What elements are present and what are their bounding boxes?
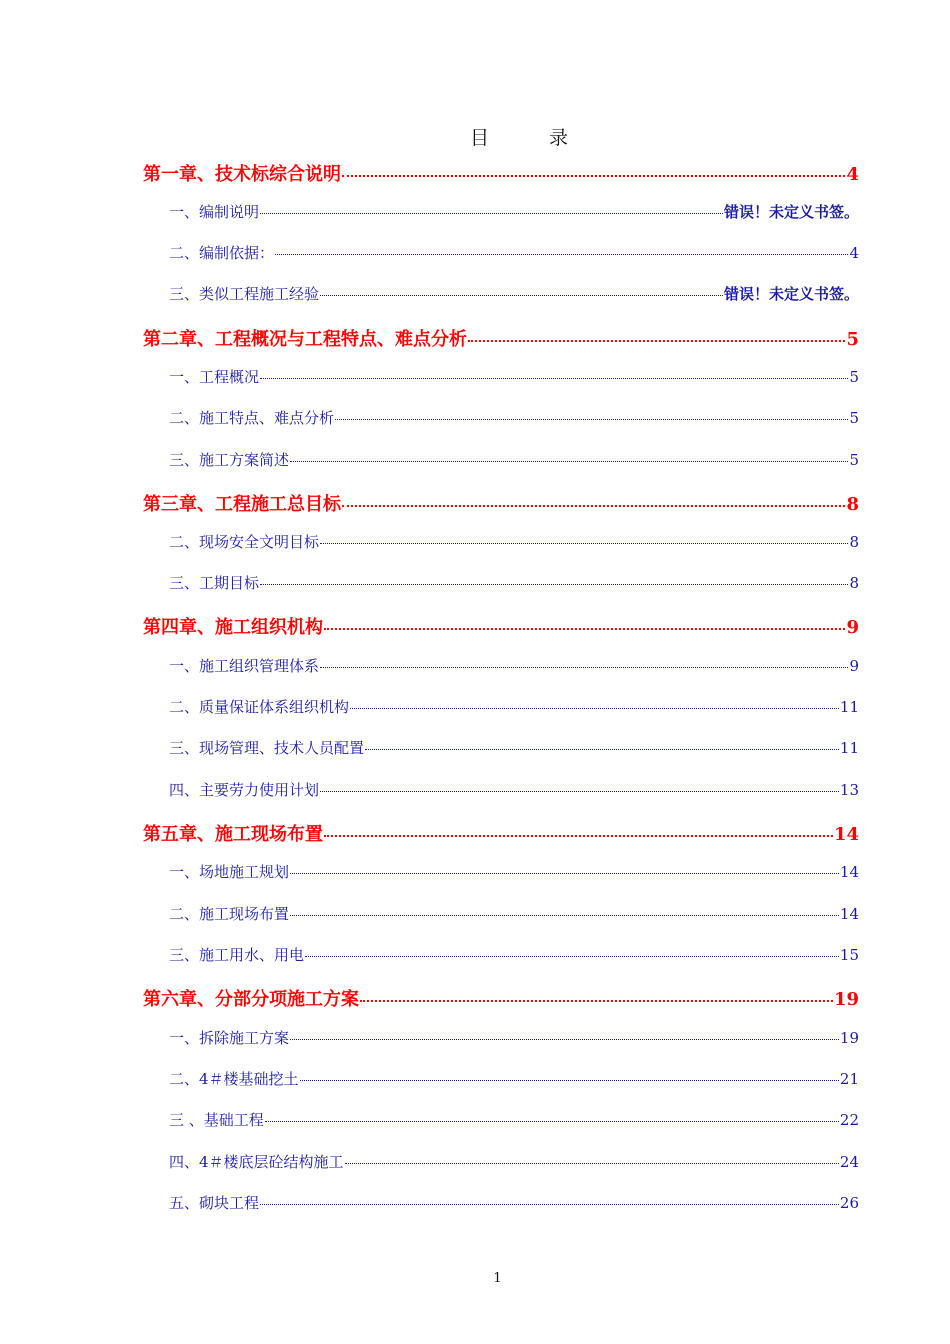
- toc-entry-page-number: 22: [839, 1111, 859, 1129]
- toc-entry-label: 三、工期目标: [169, 574, 260, 592]
- dot-leader: [360, 1000, 833, 1002]
- toc-entry-page-number: 9: [849, 657, 859, 675]
- toc-section-entry[interactable]: [169, 696, 859, 717]
- toc-entry-label: 二、施工现场布置: [169, 905, 290, 923]
- toc-section-entry[interactable]: [169, 242, 859, 263]
- toc-entry-page-number: 8: [849, 533, 859, 551]
- toc-entry-label: 四、主要劳力使用计划: [169, 781, 320, 799]
- dot-leader: [468, 340, 845, 342]
- dot-leader: [324, 628, 845, 630]
- toc-entry-page-number: 14: [839, 905, 859, 923]
- toc-section-entry[interactable]: [169, 944, 859, 965]
- toc-section-entry[interactable]: [169, 201, 859, 222]
- page-number: 1: [493, 1271, 502, 1286]
- toc-entry-label: 二、编制依据：: [169, 244, 275, 262]
- toc-entry-label: 一、拆除施工方案: [169, 1029, 290, 1047]
- toc-section-entry[interactable]: [169, 283, 859, 304]
- toc-entry-label: 一、工程概况: [169, 368, 260, 386]
- toc-entry-label: 第二章、工程概况与工程特点、难点分析: [143, 329, 467, 350]
- toc-entry-page-number: 4: [846, 164, 859, 185]
- toc-entry-page-number: 26: [839, 1194, 859, 1212]
- toc-section-entry[interactable]: [169, 407, 859, 428]
- toc-section-entry[interactable]: [169, 366, 859, 387]
- dot-leader: [324, 835, 833, 837]
- toc-section-entry[interactable]: [169, 779, 859, 800]
- toc-entry-label: 第六章、分部分项施工方案: [143, 989, 359, 1010]
- dot-leader: [320, 295, 723, 296]
- dot-leader: [290, 461, 848, 462]
- toc-entry-page-number: 11: [839, 698, 859, 716]
- dot-leader: [335, 419, 848, 420]
- dot-leader: [365, 749, 839, 750]
- toc-entry-page-number: 19: [839, 1029, 859, 1047]
- toc-section-entry[interactable]: [169, 861, 859, 882]
- toc-entry-page-number: 8: [846, 494, 859, 515]
- toc-entry-label: 三 、基础工程: [169, 1111, 264, 1129]
- dot-leader: [320, 791, 839, 792]
- dot-leader: [342, 505, 845, 507]
- toc-entry-label: 三、施工用水、用电: [169, 946, 305, 964]
- toc-entry-label: 三、施工方案简述: [169, 451, 290, 469]
- dot-leader: [290, 873, 839, 874]
- toc-entry-label: 五、砌块工程: [169, 1194, 260, 1212]
- dot-leader: [320, 543, 848, 544]
- toc-entry-label: 第四章、施工组织机构: [143, 617, 323, 638]
- toc-section-entry[interactable]: [169, 449, 859, 470]
- dot-leader: [260, 584, 848, 585]
- toc-entry-page-number: 9: [846, 617, 859, 638]
- toc-entry-label: 二、现场安全文明目标: [169, 533, 320, 551]
- toc-entry-label: 三、类似工程施工经验: [169, 285, 320, 303]
- dot-leader: [265, 1121, 839, 1122]
- toc-entry-label: 第三章、工程施工总目标: [143, 494, 341, 515]
- toc-entry-error-text: 错误！未定义书签。: [723, 285, 859, 303]
- toc-chapter-entry[interactable]: [143, 820, 859, 846]
- toc-entry-page-number: 21: [839, 1070, 859, 1088]
- toc-entry-error-text: 错误！未定义书签。: [723, 203, 859, 221]
- toc-entry-label: 一、编制说明: [169, 203, 260, 221]
- toc-entry-page-number: 4: [849, 244, 859, 262]
- toc-section-entry[interactable]: [169, 1068, 859, 1089]
- toc-entry-label: 二、质量保证体系组织机构: [169, 698, 350, 716]
- toc-title: [0, 123, 950, 150]
- toc-entry-page-number: 5: [846, 329, 859, 350]
- toc-entry-label: 二、施工特点、难点分析: [169, 409, 335, 427]
- dot-leader: [290, 1039, 839, 1040]
- toc-chapter-entry[interactable]: [143, 325, 859, 351]
- toc-entry-page-number: 8: [849, 574, 859, 592]
- toc-entry-page-number: 14: [833, 824, 859, 845]
- toc-entry-label: 二、4＃楼基础挖土: [169, 1070, 299, 1088]
- toc-entry-page-number: 19: [833, 989, 859, 1010]
- toc-section-entry[interactable]: [169, 737, 859, 758]
- dot-leader: [290, 915, 839, 916]
- toc-section-entry[interactable]: [169, 1027, 859, 1048]
- dot-leader: [320, 667, 848, 668]
- toc-entry-page-number: 24: [839, 1153, 859, 1171]
- toc-entry-page-number: 13: [839, 781, 859, 799]
- dot-leader: [260, 378, 848, 379]
- toc-chapter-entry[interactable]: [143, 490, 859, 516]
- dot-leader: [305, 956, 839, 957]
- toc-entry-label: 三、现场管理、技术人员配置: [169, 739, 365, 757]
- toc-entry-page-number: 5: [849, 409, 859, 427]
- dot-leader: [260, 213, 723, 214]
- toc-entry-label: 一、场地施工规划: [169, 863, 290, 881]
- toc-chapter-entry[interactable]: [143, 613, 859, 639]
- toc-section-entry[interactable]: [169, 1151, 859, 1172]
- toc-section-entry[interactable]: [169, 1109, 859, 1130]
- toc-title-char-1: 目: [469, 127, 491, 149]
- toc-entry-page-number: 5: [849, 368, 859, 386]
- dot-leader: [342, 175, 845, 177]
- toc-section-entry[interactable]: [169, 903, 859, 924]
- toc-chapter-entry[interactable]: [143, 160, 859, 186]
- toc-entry-page-number: 11: [839, 739, 859, 757]
- dot-leader: [345, 1163, 839, 1164]
- toc-section-entry[interactable]: [169, 655, 859, 676]
- toc-entry-label: 四、4＃楼底层砼结构施工: [169, 1153, 344, 1171]
- toc-entry-label: 第一章、技术标综合说明: [143, 164, 341, 185]
- dot-leader: [350, 708, 839, 709]
- toc-section-entry[interactable]: [169, 572, 859, 593]
- dot-leader: [300, 1080, 839, 1081]
- toc-entry-label: 一、施工组织管理体系: [169, 657, 320, 675]
- toc-title-char-2: 录: [549, 127, 571, 149]
- toc-chapter-entry[interactable]: [143, 985, 859, 1011]
- toc-entry-page-number: 15: [839, 946, 859, 964]
- dot-leader: [275, 254, 848, 255]
- dot-leader: [260, 1204, 839, 1205]
- toc-entry-label: 第五章、施工现场布置: [143, 824, 323, 845]
- toc-entry-page-number: 5: [849, 451, 859, 469]
- toc-section-entry[interactable]: [169, 1192, 859, 1213]
- toc-entry-page-number: 14: [839, 863, 859, 881]
- toc-section-entry[interactable]: [169, 531, 859, 552]
